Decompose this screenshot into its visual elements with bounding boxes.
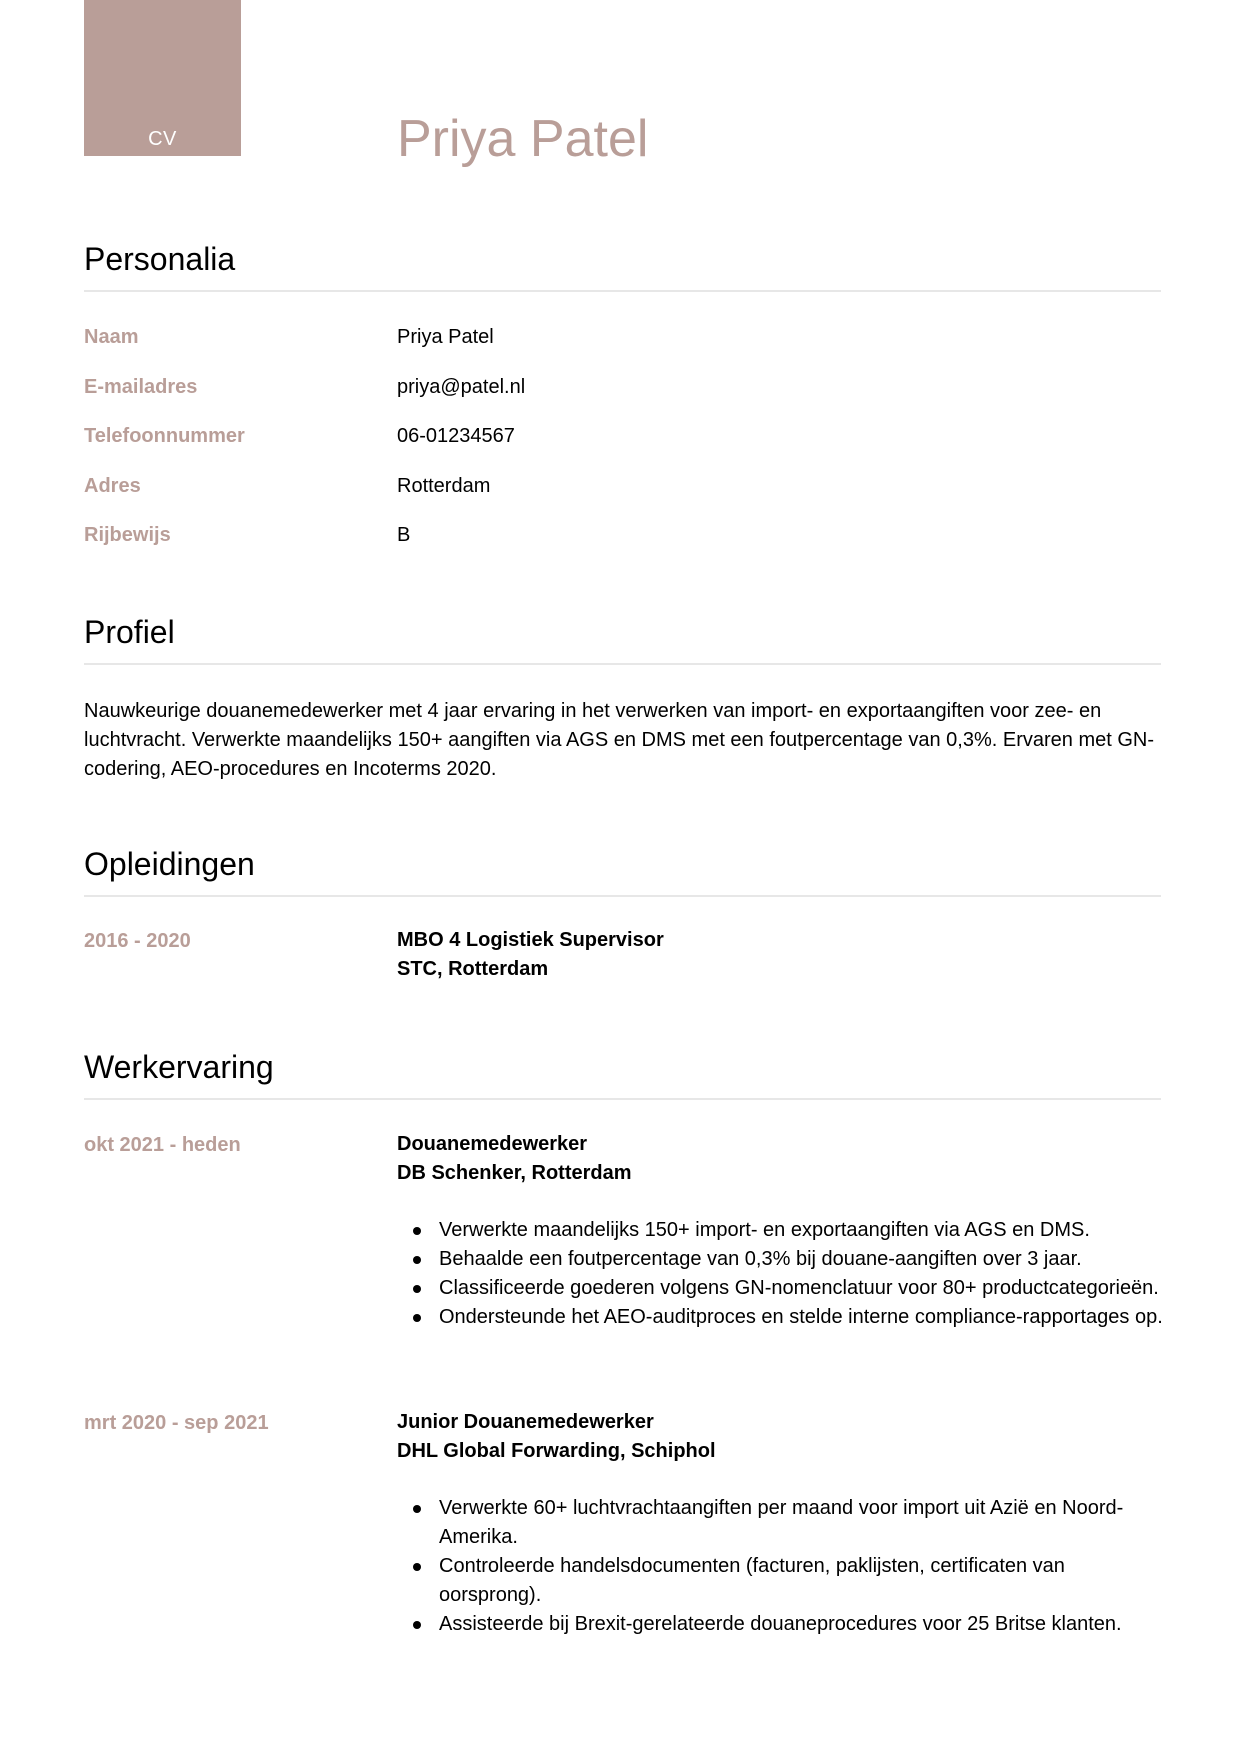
- list-item: [397, 1216, 1167, 1245]
- list-item: [397, 1552, 1167, 1610]
- job-bullet-list: [397, 1216, 1167, 1332]
- list-item-text: Ondersteunde het AEO-auditproces en stelde interne compliance-rapportages op.: [439, 1306, 1163, 1328]
- list-item-text: Classificeerde goederen volgens GN-nomenclatuur voor 80+ productcategorieën.: [439, 1277, 1159, 1299]
- page-title: Priya Patel: [397, 110, 649, 168]
- bullet-icon: [413, 1563, 421, 1571]
- section-heading-werkervaring: Werkervaring: [84, 1048, 1161, 1100]
- education-period: 2016 - 2020: [84, 930, 191, 952]
- section-heading-personalia: Personalia: [84, 240, 1161, 292]
- cv-badge: [84, 0, 241, 156]
- bullet-icon: [413, 1505, 421, 1513]
- bullet-icon: [413, 1256, 421, 1264]
- label-naam: Naam: [84, 326, 139, 348]
- bullet-icon: [413, 1227, 421, 1235]
- section-heading-profiel: Profiel: [84, 613, 1161, 665]
- value-rijbewijs: B: [397, 524, 411, 546]
- list-item-text: Behaalde een foutpercentage van 0,3% bij douane-aangiften over 3 jaar.: [439, 1248, 1082, 1270]
- list-item-text: Controleerde handelsdocumenten (facturen, paklijsten, certificaten van oorsprong).: [439, 1555, 1065, 1606]
- list-item: [397, 1274, 1167, 1303]
- bullet-icon: [413, 1621, 421, 1629]
- value-telefoon: 06-01234567: [397, 425, 515, 447]
- list-item: [397, 1494, 1167, 1552]
- cv-badge-label: CV: [148, 128, 177, 150]
- label-adres: Adres: [84, 475, 141, 497]
- job-bullet-list: [397, 1494, 1167, 1639]
- education-title: MBO 4 Logistiek Supervisor: [397, 929, 664, 951]
- job-employer: DHL Global Forwarding, Schiphol: [397, 1440, 716, 1462]
- education-place: STC, Rotterdam: [397, 958, 549, 980]
- profile-summary: Nauwkeurige douanemedewerker met 4 jaar ervaring in het verwerken van import- en exportaangiften voor zee- en luchtvracht. Verwerkte maandelijks 150+ aangiften via AGS en DMS met een foutpercentage van 0,3%. Ervaren met GN-codering, AEO-procedures en Incoterms 2020.: [84, 700, 1154, 780]
- list-item: [397, 1245, 1167, 1274]
- value-email: priya@patel.nl: [397, 376, 526, 398]
- value-adres: Rotterdam: [397, 475, 491, 497]
- list-item-text: Verwerkte 60+ luchtvrachtaangiften per maand voor import uit Azië en Noord-Amerika.: [439, 1497, 1124, 1548]
- bullet-icon: [413, 1285, 421, 1293]
- label-email: E-mailadres: [84, 376, 198, 398]
- label-telefoon: Telefoonnummer: [84, 425, 245, 447]
- section-heading-opleidingen: Opleidingen: [84, 845, 1161, 897]
- job-period: okt 2021 - heden: [84, 1134, 241, 1156]
- value-naam: Priya Patel: [397, 326, 494, 348]
- job-title: Junior Douanemedewerker: [397, 1411, 654, 1433]
- job-title: Douanemedewerker: [397, 1133, 588, 1155]
- list-item-text: Assisteerde bij Brexit-gerelateerde douaneprocedures voor 25 Britse klanten.: [439, 1613, 1122, 1635]
- list-item: [397, 1610, 1167, 1639]
- job-employer: DB Schenker, Rotterdam: [397, 1162, 632, 1184]
- job-period: mrt 2020 - sep 2021: [84, 1412, 269, 1434]
- bullet-icon: [413, 1314, 421, 1322]
- label-rijbewijs: Rijbewijs: [84, 524, 171, 546]
- list-item: [397, 1303, 1167, 1332]
- list-item-text: Verwerkte maandelijks 150+ import- en exportaangiften via AGS en DMS.: [439, 1219, 1090, 1241]
